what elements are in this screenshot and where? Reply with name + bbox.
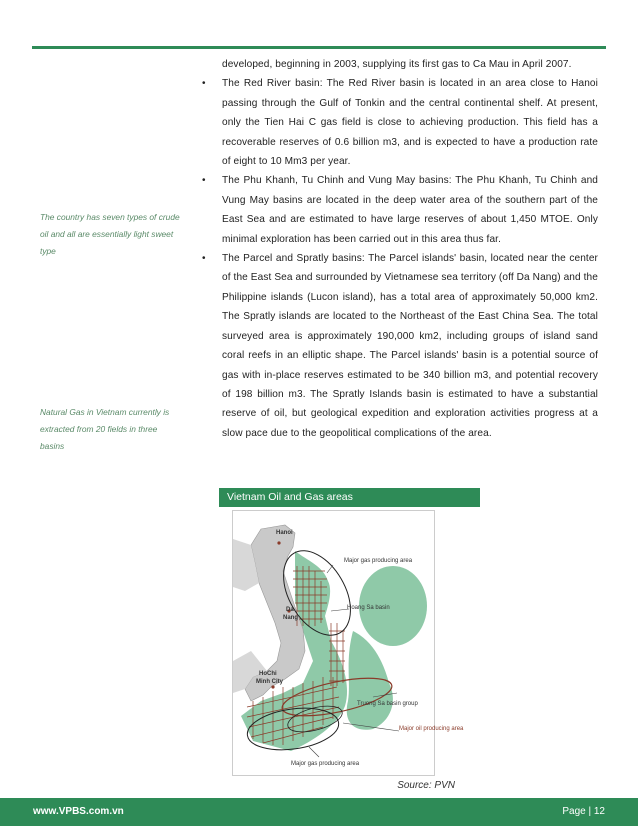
basin-list (200, 74, 598, 443)
label-hanoi: Hanoi (276, 530, 293, 536)
label-hcmc-2: Minh City (256, 679, 283, 685)
list-item-text: The Red River basin: The Red River basin is located in an area close to Hanoi passing through the Gulf of Tonkin and the central continental shelf. At present, only the Tien Hai C gas field is close to achieving production. This field has a recoverable reserves of 0.6 billion m3, and is expected to have a production rate of eight to 10 Mm3 per year. (222, 78, 598, 168)
label-hoang-sa: Hoang Sa basin (347, 605, 390, 611)
sidebar-note-crude-oil: The country has seven types of crude oil and all are essentially light sweet type (40, 212, 180, 256)
label-da-nang-1: Da (286, 607, 294, 613)
body-text (200, 55, 598, 443)
figure-source: Source: PVN (397, 780, 455, 791)
list-item-text: The Parcel and Spratly basins: The Parcel islands' basin, located near the center of the East Sea and surrounded by Vietnamese sea territory (off Da Nang) and the Philippine islands (Lucon island), has a total area of approximately 50,000 km2. The Spratly islands are located to the Northeast of the East China Sea. The total surveyed area is approximately 190,000 km2, including groups of island sand coral reefs in an elliptic shape. The Parcel islands' basin is a potential source of gas with in-place reserves estimated to be 340 billion m3, and potential recovery of 198 billion m3. The Spratly Islands basin is estimated to have a substantial reserve of oil, but geological expedition and exploration activities progress at a slow pace due to the geopolitical complications of the area. (222, 253, 598, 439)
list-item-red-river (200, 74, 598, 171)
label-truong-sa: Truong Sa basin group (357, 701, 418, 707)
map-graphic (233, 511, 434, 775)
bullet-icon: • (202, 253, 206, 265)
list-item-text: The Phu Khanh, Tu Chinh and Vung May basins: The Phu Khanh, Tu Chinh and Vung May basins are located in the deep water area of the southern part of the East Sea and are estimated to have large reserves of about 1,450 MTOE. Only minimal exploration has been carried out in this area thus far. (222, 175, 598, 245)
label-major-gas-bottom: Major gas producing area (291, 761, 360, 767)
label-major-oil: Major oil producing area (399, 726, 464, 732)
list-item-phu-khanh (200, 171, 598, 249)
hanoi-marker (277, 541, 280, 544)
figure-title: Vietnam Oil and Gas areas (219, 488, 480, 507)
sidebar-note-natural-gas: Natural Gas in Vietnam currently is extracted from 20 fields in three basins (40, 407, 170, 451)
top-rule (32, 46, 606, 49)
list-item-parcel-spratly (200, 249, 598, 443)
bullet-icon: • (202, 78, 206, 90)
intro-paragraph: developed, beginning in 2003, supplying its first gas to Ca Mau in April 2007. (222, 59, 572, 70)
label-hcmc-1: HoChi (259, 671, 277, 677)
bullet-icon: • (202, 175, 206, 187)
footer-website-link[interactable]: www.VPBS.com.vn (33, 806, 124, 817)
vietnam-oil-gas-map (232, 510, 464, 776)
footer-page-number: Page | 12 (562, 806, 605, 817)
label-da-nang-2: Nang (283, 615, 298, 621)
label-major-gas-top: Major gas producing area (344, 558, 413, 564)
hcmc-marker (271, 685, 274, 688)
